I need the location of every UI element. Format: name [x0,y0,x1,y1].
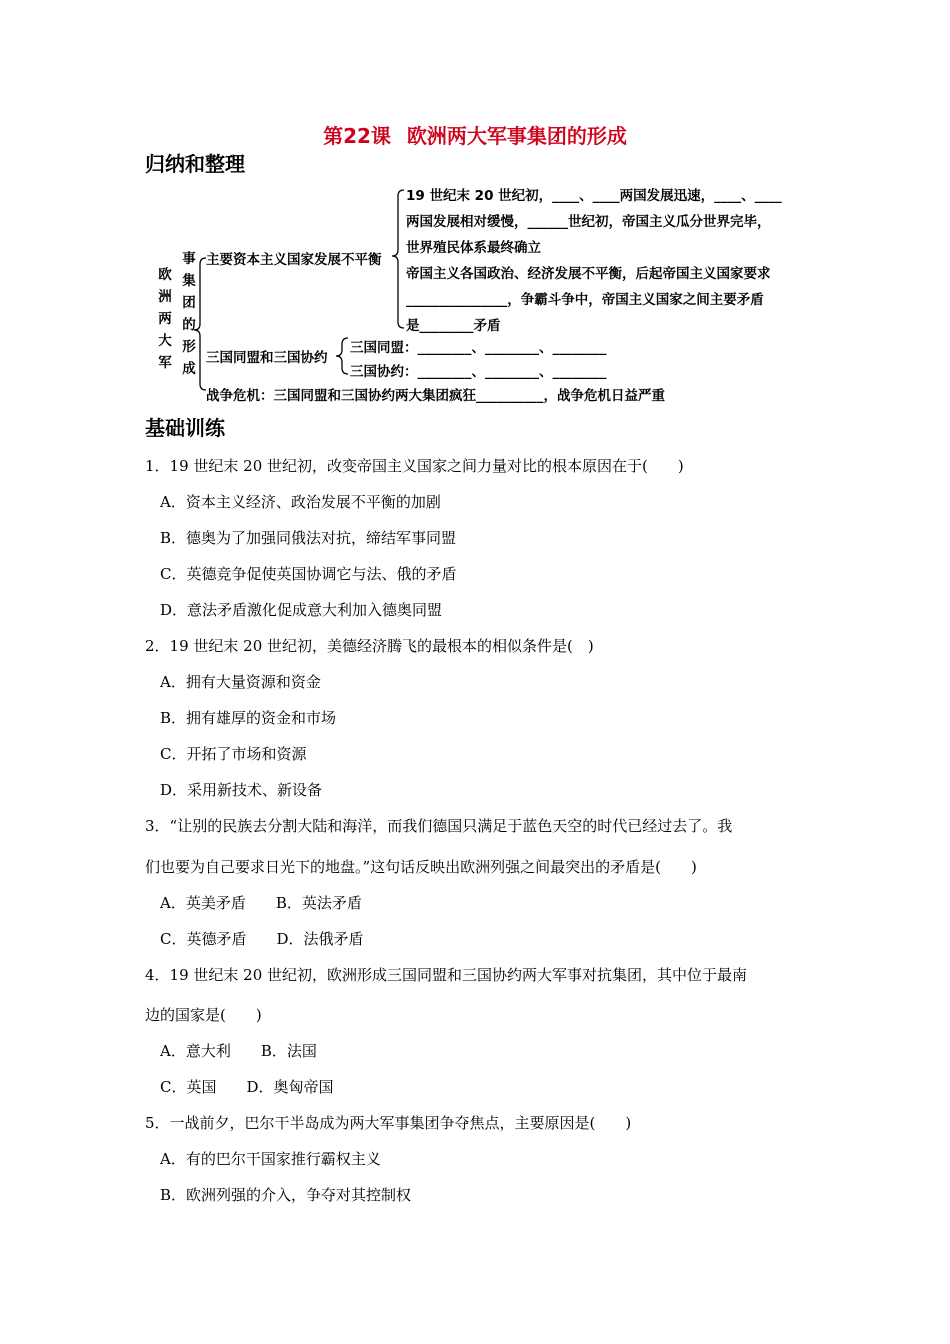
outline-diagram [150,184,800,408]
question-stem: 2．19 世纪末 20 世纪初，美德经济腾飞的最根本的相似条件是( ) [145,637,594,655]
question-stem: 5．一战前夕，巴尔干半岛成为两大军事集团争夺焦点，主要原因是( ) [145,1114,632,1132]
root-label: 欧 洲 两 大 军 [158,267,172,371]
option-row: C．英德矛盾 D．法俄矛盾 [160,930,364,948]
sub-label: 事 集 团 的 形 成 [182,251,196,377]
option: C．开拓了市场和资源 [160,745,307,763]
question-stem: 4．19 世纪末 20 世纪初，欧洲形成三国同盟和三国协约两大军事对抗集团，其中位于最南 [145,966,748,984]
option: B．德奥为了加强同俄法对抗，缔结军事同盟 [160,529,457,547]
option-row: A．英美矛盾 B．英法矛盾 [160,894,362,912]
branch-uneven-development: 主要资本主义国家发展不平衡 [206,252,382,268]
question-stem-cont: 们也要为自己要求日光下的地盘。”这句话反映出欧洲列强之间最突出的矛盾是( ) [145,858,697,876]
option: D．采用新技术、新设备 [160,781,323,799]
option: A．拥有大量资源和资金 [160,673,321,691]
branch1-line: 是________矛盾 [406,318,501,334]
branch1-line: 世界殖民体系最终确立 [406,240,541,256]
option: A．资本主义经济、政治发展不平衡的加剧 [160,493,441,511]
lesson-number: 第22课 [323,124,391,148]
branch1-line: 两国发展相对缓慢，______世纪初，帝国主义瓜分世界完毕， [406,214,771,230]
lesson-title [0,120,950,149]
branch-war-crisis: 战争危机：三国同盟和三国协约两大集团疯狂__________，战争危机日益严重 [206,388,665,404]
option-row: A．意大利 B．法国 [160,1042,317,1060]
question-stem: 1．19 世纪末 20 世纪初，改变帝国主义国家之间力量对比的根本原因在于( ) [145,457,684,475]
branch1-line: 帝国主义各国政治、经济发展不平衡，后起帝国主义国家要求 [406,266,771,282]
branch1-line: _______________，争霸斗争中，帝国主义国家之间主要矛盾 [406,292,764,308]
summary-heading: 归纳和整理 [145,152,245,176]
practice-heading: 基础训练 [145,416,225,440]
option: D．意法矛盾激化促成意大利加入德奥同盟 [160,601,443,619]
option: B．欧洲列强的介入，争夺对其控制权 [160,1186,412,1204]
question-stem-cont: 边的国家是( ) [145,1006,262,1024]
option: B．拥有雄厚的资金和市场 [160,709,337,727]
option: C．英德竞争促使英国协调它与法、俄的矛盾 [160,565,457,583]
branch1-line: 19 世纪末 20 世纪初，____、____两国发展迅速，____、____ [406,188,782,204]
triple-entente-line: 三国协约：________、________、________ [350,364,607,380]
branch-alliances: 三国同盟和三国协约 [206,350,328,366]
triple-alliance-line: 三国同盟：________、________、________ [350,340,607,356]
lesson-name: 欧洲两大军事集团的形成 [406,124,627,148]
option: A．有的巴尔干国家推行霸权主义 [160,1150,381,1168]
option-row: C．英国 D．奥匈帝国 [160,1078,334,1096]
question-stem: 3．“让别的民族去分割大陆和海洋，而我们德国只满足于蓝色天空的时代已经过去了。我 [145,817,733,835]
